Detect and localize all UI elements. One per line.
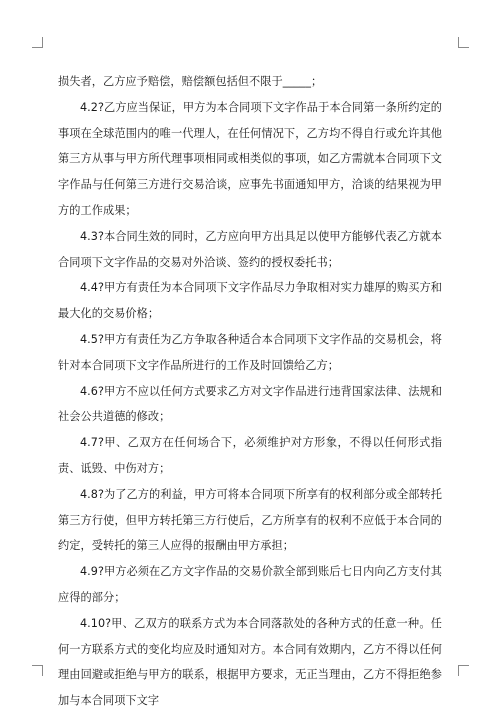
document-body xyxy=(58,69,442,714)
crop-mark-bottom-right xyxy=(458,665,469,676)
paragraph-continuation: 损失者，乙方应予赔偿，赔偿额包括但不限于_____； xyxy=(58,75,323,88)
crop-mark-top-left xyxy=(32,37,43,48)
clause-4-7: 4.7?甲、乙双方在任何场合下，必须维护对方形象，不得以任何形式指责、诋毁、中伤对方； xyxy=(58,436,442,475)
clause-4-4: 4.4?甲方有责任为本合同项下文字作品尽力争取相对实力雄厚的购买方和最大化的交易价格； xyxy=(58,281,442,321)
clause-4-8: 4.8?为了乙方的利益，甲方可将本合同项下所享有的权利部分或全部转托第三方行使，但甲方转托第三方行使后，乙方所享有的权利不应低于本合同的约定，受转托的第三人应得的报酬由甲方承担； xyxy=(58,487,442,553)
clause-4-2: 4.2?乙方应当保证，甲方为本合同项下文字作品于本合同第一条所约定的事项在全球范围内的唯一代理人，在任何情况下，乙方均不得自行或允许其他第三方从事与甲方所代理事项相同或相类似的事项，如乙方需就本合同项下文字作品与任何第三方进行交易洽谈，应事先书面通知甲方，洽谈的结果视为甲方的工作成果； xyxy=(58,100,442,217)
crop-mark-top-right xyxy=(458,37,469,48)
clause-4-10: 4.10?甲、乙双方的联系方式为本合同落款处的各种方式的任意一种。任何一方联系方式的变化均应及时通知对方。本合同有效期内，乙方不得以任何理由回避或拒绝与甲方的联系，根据甲方要求，无正当理由，乙方不得拒绝参加与本合同项下文字 xyxy=(58,616,442,708)
clause-4-9: 4.9?甲方必须在乙方文字作品的交易价款全部到账后七日内向乙方支付其应得的部分； xyxy=(58,565,442,604)
clause-4-5: 4.5?甲方有责任为乙方争取各种适合本合同项下文字作品的交易机会，将针对本合同项下文字作品所进行的工作及时回馈给乙方； xyxy=(58,332,442,372)
clause-4-6: 4.6?甲方不应以任何方式要求乙方对文字作品进行违背国家法律、法规和社会公共道德的修改； xyxy=(58,384,442,424)
crop-mark-bottom-left xyxy=(32,665,43,676)
clause-4-3: 4.3?本合同生效的同时，乙方应向甲方出具足以使甲方能够代表乙方就本合同项下文字作品的交易对外洽谈、签约的授权委托书； xyxy=(58,229,442,269)
